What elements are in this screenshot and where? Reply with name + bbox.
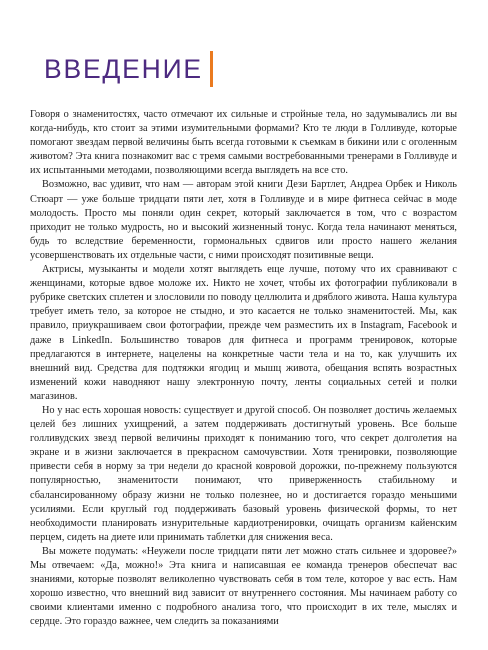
section-heading bbox=[44, 50, 213, 88]
paragraph-5: Вы можете подумать: «Неужели после тридцати пяти лет можно стать сильнее и здоровее?» Мы отвечаем: «Да, можно!» Эта книга и написавшая ее команда тренеров обеспечат вас знаниями, которые позволят великолепно чувствовать себя в том теле, которое у вас есть. Нам хорошо известно, что внешний вид зависит от внутреннего состояния. Мы начинаем работу со своими клиентами именно с подробного анализа того, что происходит в их теле, мыслях и сердце. Это гораздо важнее, чем следить за показаниями bbox=[30, 545, 457, 628]
paragraph-1: Говоря о знаменитостях, часто отмечают их сильные и стройные тела, но задумывались ли вы когда-нибудь, кто стоит за этими изумительными формами? Кто те люди в Голливуде, которые помогают звездам первой величины быть всегда готовыми к съемкам в бикини или с оголенным животом? Эта книга познакомит вас с тремя самыми востребованными тренерами в Голливуде и их испытанными методами, позволяющими всегда выглядеть на все сто. bbox=[30, 109, 457, 177]
body-text bbox=[30, 108, 457, 629]
paragraph-3: Актрисы, музыканты и модели хотят выглядеть еще лучше, потому что их сравнивают с женщинами, которые вдвое моложе их. Никто не хочет, чтобы их фотографии публиковали в рубрике светских сплетен и злословили по поводу целлюлита и дряблого живота. Наша культура требует иметь тело, за которое не стыдно, и это касается не только знаменитостей. Мы, как правило, приукрашиваем свои фотографии, прежде чем разместить их в Instagram, Facebook и даже в LinkedIn. Большинство товаров для фитнеса и программ тренировок, которые предлагаются в интернете, нацелены на конкретные части тела и на то, как улучшить их внешний вид. Средства для подтяжки ягодиц и мышц живота, обещания вспять возрастных изменений кожи наводняют нашу электронную почту, ленты социальных сетей и полки магазинов. bbox=[30, 264, 457, 402]
chapter-title: ВВЕДЕНИЕ bbox=[44, 53, 203, 84]
paragraph-2: Возможно, вас удивит, что нам — авторам этой книги Дези Бартлет, Андреа Орбек и Николь Стюарт — уже больше тридцати пяти лет, хотя в Голливуде и в мире фитнеса сейчас в моде молодость. Просто мы поняли один секрет, который заключается в том, что с возрастом приходит не только мудрость, но и высокий жизненный тонус. Когда тела начинают меняться, будь то вследствие беременности, гормональных сдвигов или просто нашего желания усовершенствовать их отдельные части, с ними происходят позитивные вещи. bbox=[30, 179, 457, 261]
heading-accent-bar bbox=[210, 51, 213, 87]
paragraph-4: Но у нас есть хорошая новость: существует и другой способ. Он позволяет достичь желаемых целей без лишних ухищрений, а затем поддерживать достигнутый уровень. Все больше голливудских звезд первой величины приходят к пониманию того, что секрет долголетия на экране и в жизни заключается в прекрасном самочувствии. Хотя тренировки, позволяющие привести себя в норму за три недели до красной ковровой дорожки, по-прежнему пользуются популярностью, знаменитости понимают, что приверженность стабильному и сбалансированному образу жизни не только полезнее, но и достигается гораздо меньшими усилиями. Если круглый год поддерживать базовый уровень физической формы, то нет необходимости планировать изнурительные кардиотренировки, очищать организм кайенским перцем, сидеть на диете или принимать таблетки для снижения веса. bbox=[30, 404, 457, 543]
